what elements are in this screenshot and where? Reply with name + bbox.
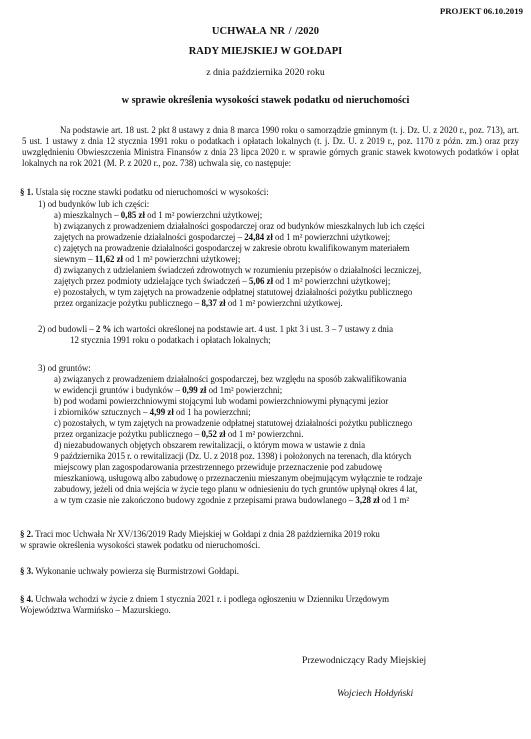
buildings-item-d-line2: zajętych przez podmioty udzielające tych świadczeń – 5,06 zł od 1 m² powierzchni użytkowej; <box>54 276 391 286</box>
land-item-c-line2: przez organizacje pożytku publicznego – 0,52 zł od 1 m² powierzchni. <box>54 429 304 439</box>
land-item-d-line6: a w tym czasie nie zakończono budowy zgodnie z przepisami prawa budowlanego – 3,28 zł od 1 m² <box>54 495 410 505</box>
land-item-d-line5: zabudowy, jeżeli od dnia wejścia w życie tego planu w odniesieniu do tych gruntów upłynął okres 4 lat, <box>54 484 418 494</box>
structures-line1: 2) od budowli – 2 % ich wartości określonej na podstawie art. 4 ust. 1 pkt 3 i ust. 3 – 7 ustawy z dnia <box>38 324 393 334</box>
land-label: 3) od gruntów: <box>38 363 91 373</box>
buildings-item-a: a) mieszkalnych – 0,85 zł od 1 m² powierzchni użytkowej; <box>54 210 263 220</box>
land-item-d-line1: d) niezabudowanych objętych obszarem rewitalizacji, o którym mowa w ustawie z dnia <box>54 440 366 450</box>
land-item-d-line4: mieszkaniową, usługową albo zabudowę o przeznaczeniu mieszanym obejmującym wyłącznie te rodzaje <box>54 473 423 483</box>
section-2-line1: § 2. Traci moc Uchwała Nr XV/136/2019 Rady Miejskiej w Gołdapi z dnia 28 października 2019 roku <box>20 529 380 539</box>
signature-name: Wojciech Hołdyński <box>337 688 414 699</box>
buildings-label: 1) od budynków lub ich części: <box>38 199 150 209</box>
land-item-d-line3: miejscowy plan zagospodarowania przestrzennego przewiduje przeznaczenie pod zabudowę <box>54 462 382 472</box>
structures-line2: 12 stycznia 1991 roku o podatkach i opłatach lokalnych; <box>70 335 271 345</box>
land-item-b-line2: i zbiorników sztucznych – 4,99 zł od 1 ha powierzchni; <box>54 407 251 417</box>
section-4-line1: § 4. Uchwała wchodzi w życie z dniem 1 stycznia 2021 r. i podlega ogłoszeniu w Dzienniku Urzędowym <box>20 594 389 604</box>
land-item-a-line2: w ewidencji gruntów i budynków – 0,99 zł od 1m² powierzchni; <box>54 385 283 395</box>
buildings-item-e-line1: e) pozostałych, w tym zajętych na prowadzenie odpłatnej statutowej działalności pożytku publicznego <box>54 287 413 297</box>
section-2-line2: w sprawie określenia wysokości stawek podatku od nieruchomości. <box>20 540 261 550</box>
buildings-item-b-line2: zajętych na prowadzenie działalności gospodarczej – 24,84 zł od 1 m² powierzchni użytkowej; <box>54 232 391 242</box>
signature-role: Przewodniczący Rady Miejskiej <box>302 655 427 666</box>
buildings-item-c-line1: c) zajętych na prowadzenie działalności gospodarczej w zakresie obrotu kwalifikowanym materiałem <box>54 243 410 253</box>
intro-paragraph: Na podstawie art. 18 ust. 2 pkt 8 ustawy z dnia 8 marca 1990 roku o samorządzie gminnym (t. j. Dz. U. z 2020 r., poz. 713), art. 5 ust. 1 ustawy z dnia 12 stycznia 1991 roku o podatkach i opłatach lokalnych (t. j. Dz. U. z 2019 r., poz. 1170 z późn. zm.) oraz przy uwzględnieniu Obwieszczenia Ministra Finansów z dnia 23 lipca 2020 r. w sprawie górnych granic stawek kwotowych podatków i opłat lokalnych na rok 2021 (M. P. z 2020 r., poz. 738) uchwala się, co następuje: <box>22 125 519 168</box>
resolution-subject: w sprawie określenia wysokości stawek podatku od nieruchomości <box>121 95 410 106</box>
section-3: § 3. Wykonanie uchwały powierza się Burmistrzowi Gołdapi. <box>20 566 239 576</box>
land-item-a-line1: a) związanych z prowadzeniem działalności gospodarczej, bez względu na sposób zakwalifikowania <box>54 374 407 384</box>
section-4-line2: Województwa Warmińsko – Mazurskiego. <box>20 605 171 615</box>
section-1-heading: § 1. Ustala się roczne stawki podatku od nieruchomości w wysokości: <box>20 187 269 197</box>
land-item-d-line2: 9 października 2015 r. o rewitalizacji (Dz. U. z 2018 poz. 1398) i położonych na terenach, dla których <box>54 451 412 461</box>
buildings-item-d-line1: d) związanych z udzielaniem świadczeń zdrowotnych w rozumieniu przepisów o działalności leczniczej, <box>54 265 422 275</box>
project-mark: PROJEKT 06.10.2019 <box>439 6 523 16</box>
council-name: RADY MIEJSKIEJ W GOŁDAPI <box>188 46 343 57</box>
land-item-c-line1: c) pozostałych, w tym zajętych na prowadzenie odpłatnej statutowej działalności pożytku publicznego <box>54 418 413 428</box>
resolution-title: UCHWAŁA NR / /2020 <box>211 26 320 37</box>
land-item-b-line1: b) pod wodami powierzchniowymi stojącymi lub wodami powierzchniowymi płynącymi jezior <box>54 396 389 406</box>
resolution-date: z dnia października 2020 roku <box>206 67 325 78</box>
buildings-item-b-line1: b) związanych z prowadzeniem działalności gospodarczej oraz od budynków mieszkalnych lub ich części <box>54 221 425 231</box>
buildings-item-c-line2: siewnym – 11,62 zł od 1 m² powierzchni użytkowej; <box>54 254 241 264</box>
buildings-item-e-line2: przez organizacje pożytku publicznego – 8,37 zł od 1 m² powierzchni użytkowej. <box>54 298 343 308</box>
